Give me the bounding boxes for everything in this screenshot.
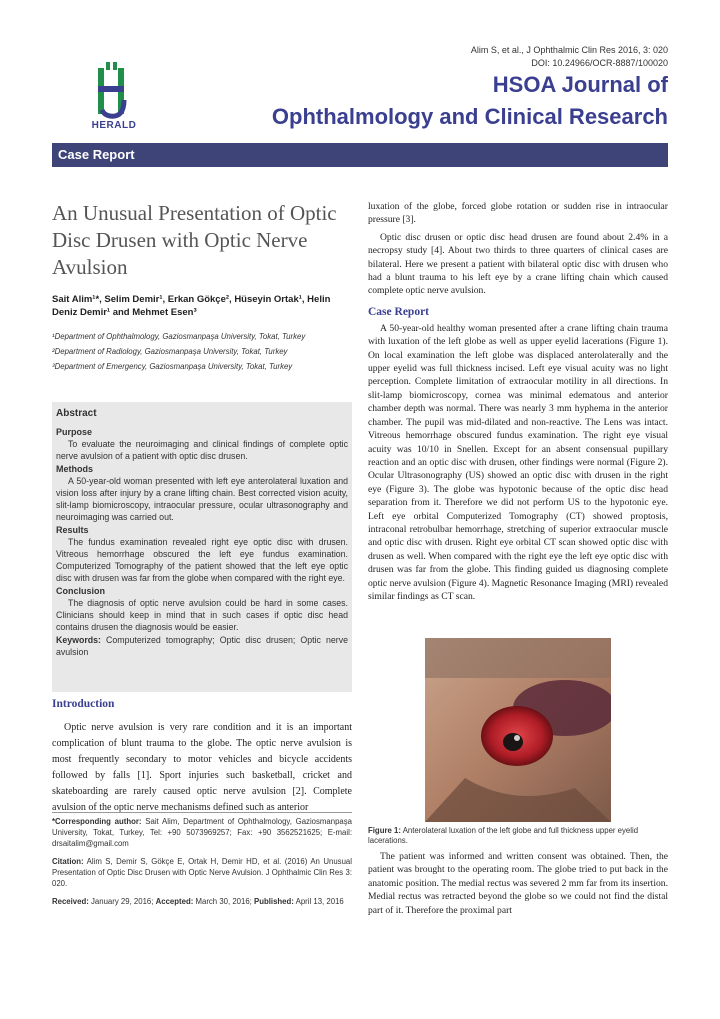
figure-1-caption	[368, 826, 668, 846]
article-type-label: Case Report	[58, 147, 135, 162]
figure-1-label: Figure 1:	[368, 826, 401, 835]
keywords	[56, 634, 348, 658]
journal-title-line2: Ophthalmology and Clinical Research	[271, 104, 668, 129]
citation-note	[52, 856, 352, 889]
corresponding-author	[52, 816, 352, 849]
introduction-section	[52, 698, 352, 816]
affiliation-2: ²Department of Radiology, Gaziosmanpaşa University, Tokat, Turkey	[52, 347, 288, 356]
introduction-heading: Introduction	[52, 698, 115, 710]
doi-line: DOI: 10.24966/OCR-8887/100020	[531, 58, 668, 68]
journal-title-line1: HSOA Journal of	[492, 72, 668, 97]
footnote-divider	[52, 812, 352, 813]
logo-wordmark: HERALD	[91, 120, 137, 131]
purpose-heading: Purpose	[56, 427, 93, 437]
right-column	[368, 200, 668, 603]
abstract-box	[52, 402, 352, 692]
methods-heading: Methods	[56, 464, 93, 474]
paragraph-drusen: Optic disc drusen or optic disc head drusen are found about 2.4% in a necropsy study [4]. About two thirds to three quarters of clinical cases are bilateral. Here we present a patient with bilateral optic disc with drusen who had a blunt trauma to his left eye by a crane lifting chain which caused complete optic nerve avulsion.	[368, 231, 668, 297]
figure-1-photo	[425, 638, 611, 822]
published-label: Published:	[254, 897, 294, 906]
affiliations	[52, 329, 352, 374]
case-report-heading: Case Report	[368, 305, 429, 318]
published-date: April 13, 2016	[295, 897, 344, 906]
results-text: The fundus examination revealed right eye optic disc with drusen. Vitreous hemorrhage obscured the left eye fundus examination. Computerized Tomography of the patient showed that the left eye optic disc with drusen was far from the globe when compared with the right eye.	[56, 537, 348, 583]
article-type-bar	[52, 143, 668, 167]
received-date: January 29, 2016;	[91, 897, 154, 906]
title-block	[52, 200, 352, 374]
corresponding-text: Sait Alim, Department of Ophthalmology, Gaziosmanpaşa University, Tokat, Turkey, Tel: +90 5073969257; Fax: +90 3562521625; E-mail: drsaitalim@gmail.com	[52, 817, 352, 848]
keywords-label: Keywords:	[56, 635, 101, 645]
citation-label: Citation:	[52, 857, 84, 866]
conclusion-text: The diagnosis of optic nerve avulsion could be hard in some cases. Clinicians should keep in mind that in such cases if optic disc head contains drusen the diagnosis would be easier.	[56, 598, 348, 632]
methods-text: A 50-year-old woman presented with left eye anterolateral luxation and vision loss after injury by a crane lifting chain. Best corrected vision acuity, slit-lamp biomicroscopy, intraocular pressure, ocular ultrasonography and neuroimaging was carried out.	[56, 476, 348, 522]
results-heading: Results	[56, 525, 89, 535]
received-label: Received:	[52, 897, 89, 906]
paragraph-case: A 50-year-old healthy woman presented after a crane lifting chain trauma with luxation of the left globe as well as upper eyelid lacerations (Figure 1). On local examination the left globe was displaced anterolaterally and the upper eyelid was full thickness incised. Left eye visual acuity was no light perception. Complete limitation of extraocular motility in all directions. In slit-lamp biomicroscopy, cornea was minimal edematous and anterior chamber depth was normal. There was nearly 3 mm hyphema in the anterior chamber. The pupil was mid-dilated and non-reactive. The Lens was intact. Vitreous hemorrhage obscured fundus examination. The right eye visual acuity was 10/10 in Snellen. Except for an absent consensual pupillary reaction and an optic disc with drusen, other findings were normal (Figure 2). Ocular Ultrasonography (US) showed an optic disc with drusen in the right eye (Figure 3). The globe was hypotonic because of the optic disc head separation from it. Therefore we did not perform US to the hypotonic eye. Left eye orbital Computerized Tomography (CT) showed proptosis, intraconal retrobulbar hemorrhage, stretching of superior extraocular muscle and optic disc with drusen. Right eye orbital CT scan showed optic disc with drusen as well. When compared with the right eye the left eye optic disc with drusen was far from the globe. This finding guided us diagnosing complete optic nerve avulsion (Figure 4). Magnetic Resonance Imaging (MRI) revealed similar findings as CT scan.	[368, 322, 668, 602]
citation-line: Alim S, et al., J Ophthalmic Clin Res 2016, 3: 020	[470, 45, 668, 55]
corresponding-label: *Corresponding author:	[52, 817, 142, 826]
accepted-date: March 30, 2016;	[195, 897, 252, 906]
dates-note	[52, 896, 352, 907]
after-figure-text	[368, 850, 668, 917]
accepted-label: Accepted:	[155, 897, 194, 906]
introduction-text: Optic nerve avulsion is very rare condition and it is an important complication of blunt trauma to the globe. The optic nerve avulsion is most frequently secondary to motor vehicles and bicycle accidents followed by falls [1]. Sport injuries such basketball, cricket and skateboarding are rarely caused optic nerve avulsion [2]. Complete avulsion of the optic nerve mechanisms defined such as anterior	[52, 722, 352, 813]
figure-1-caption-text: Anterolateral luxation of the left globe and full thickness upper eyelid lacerations.	[368, 826, 639, 845]
citation-text: Alim S, Demir S, Gökçe E, Ortak H, Demir HD, et al. (2016) An Unusual Presentation of Optic Disc Drusen with Optic Nerve Avulsion. J Ophthalmic Clin Res 3: 020.	[52, 857, 352, 888]
article-title: An Unusual Presentation of Optic Disc Drusen with Optic Nerve Avulsion	[52, 201, 337, 279]
author-list: Sait Alim¹*, Selim Demir¹, Erkan Gökçe², Hüseyin Ortak¹, Helin Deniz Demir¹ and Mehmet Esen³	[52, 294, 331, 318]
conclusion-heading: Conclusion	[56, 586, 105, 596]
affiliation-3: ³Department of Emergency, Gaziosmanpaşa University, Tokat, Turkey	[52, 362, 293, 371]
paragraph-continuation: luxation of the globe, forced globe rotation or sudden rise in intraocular pressure [3].	[368, 201, 668, 226]
affiliation-1: ¹Department of Ophthalmology, Gaziosmanpaşa University, Tokat, Turkey	[52, 332, 306, 341]
abstract-heading: Abstract	[56, 408, 97, 419]
paragraph-operation: The patient was informed and written consent was obtained. Then, the patient was brought to the operating room. The globe tried to put back in the anatomic position. The medial rectus was severed 2 mm far from its insertion. Medial rectus was retracted beyond the globe so we could not find the distal part of it. Therefore the proximal part	[368, 851, 668, 916]
keywords-text: Computerized tomography; Optic disc drusen; Optic nerve avulsion	[56, 635, 348, 657]
purpose-text: To evaluate the neuroimaging and clinical findings of complete optic nerve avulsion of a patient with optic disc drusen.	[56, 439, 348, 461]
citation-header	[471, 44, 668, 70]
